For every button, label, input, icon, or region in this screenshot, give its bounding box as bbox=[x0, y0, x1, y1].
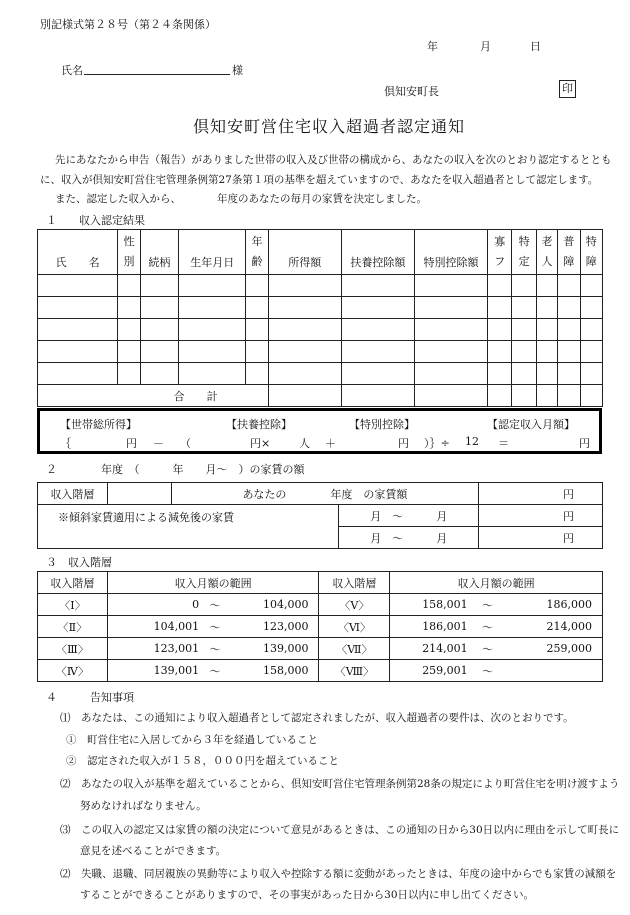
table-row bbox=[38, 341, 603, 363]
rent-table bbox=[37, 482, 603, 549]
reduced-month-1: 月 ～ 月 bbox=[339, 505, 479, 527]
sama-label: 様 bbox=[232, 64, 243, 77]
rent-yen: 円 bbox=[479, 483, 603, 505]
range-tilde: ～ bbox=[474, 616, 502, 638]
level-row bbox=[38, 594, 603, 616]
notice-1: ⑴ あなたは、この通知により収入超過者として認定されましたが、収入超過者の要件は、次のとおりです。 bbox=[60, 712, 574, 724]
calc-plus: ＋ bbox=[325, 437, 336, 450]
level-label: 〈Ⅴ〉 bbox=[319, 594, 390, 616]
level-label: 〈Ⅲ〉 bbox=[38, 638, 108, 660]
calc-open-brace: ｛ bbox=[60, 437, 71, 450]
date-day: 日 bbox=[530, 40, 541, 53]
section4-heading: ４ 告知事項 bbox=[46, 691, 134, 704]
intro-line-1: 先にあなたから申告（報告）がありました世帯の収入及び世帯の構成から、あなたの収入を次のとおり認定するととも bbox=[55, 154, 612, 166]
col-elderly: 老 人 bbox=[536, 230, 557, 275]
total-label: 合 計 bbox=[38, 385, 269, 407]
rent-label: あなたの 年度 の家賃額 bbox=[171, 483, 478, 505]
calc-twelve: 12 bbox=[465, 435, 479, 448]
level-label: 〈Ⅰ〉 bbox=[38, 594, 108, 616]
level-row bbox=[38, 638, 603, 660]
col-dependent: 扶養控除額 bbox=[341, 230, 414, 275]
calc-yen-1: 円 bbox=[126, 437, 137, 450]
table-row bbox=[38, 275, 603, 297]
range-from: 214,001 bbox=[390, 638, 474, 660]
range-header-right: 収入月額の範囲 bbox=[390, 572, 603, 594]
calc-total-income: 【世帯総所得】 bbox=[60, 418, 137, 431]
calc-open-paren: （ bbox=[180, 437, 191, 450]
table-row bbox=[38, 319, 603, 341]
range-from: 259,001 bbox=[390, 660, 474, 682]
name-label: 氏名 bbox=[61, 64, 83, 77]
notice-1b: ② 認定された収入が１５８，０００円を超えていること bbox=[66, 755, 339, 767]
calculation-box bbox=[37, 408, 602, 454]
seal-mark: 印 bbox=[559, 80, 576, 98]
notice-3a: ⑶ この収入の認定又は家賃の額の決定について意見があるときは、この通知の日から30日以内に理由を示して町長に bbox=[60, 824, 620, 836]
range-from: 158,001 bbox=[390, 594, 474, 616]
mayor-label: 倶知安町長 bbox=[384, 85, 439, 98]
range-to: 123,000 bbox=[225, 616, 319, 638]
table-row bbox=[38, 297, 603, 319]
level-label: 〈Ⅱ〉 bbox=[38, 616, 108, 638]
range-to: 139,000 bbox=[225, 638, 319, 660]
form-number: 別記様式第２８号（第２４条関係） bbox=[40, 18, 216, 31]
range-from: 123,001 bbox=[107, 638, 205, 660]
range-from: 104,001 bbox=[107, 616, 205, 638]
intro-line-2: に、収入が倶知安町営住宅管理条例第27条第１項の基準を超えていますので、あなたを収入超過者として認定します。 bbox=[40, 174, 599, 186]
range-tilde: ～ bbox=[474, 638, 502, 660]
reduced-yen-1: 円 bbox=[479, 505, 603, 527]
col-age: 年 齢 bbox=[246, 230, 268, 275]
range-tilde: ～ bbox=[474, 660, 502, 682]
level-header-right: 収入階層 bbox=[319, 572, 390, 594]
col-income: 所得額 bbox=[268, 230, 341, 275]
calc-special: 【特別控除】 bbox=[349, 418, 415, 431]
date-month: 月 bbox=[480, 40, 491, 53]
table-row bbox=[38, 363, 603, 385]
range-from: 186,001 bbox=[390, 616, 474, 638]
notice-1a: ① 町営住宅に入居してから３年を経過していること bbox=[66, 734, 318, 746]
col-tokutei: 特 定 bbox=[512, 230, 536, 275]
income-level-table bbox=[37, 571, 603, 682]
col-special: 特別控除額 bbox=[414, 230, 487, 275]
range-to bbox=[502, 660, 603, 682]
document-title: 倶知安町営住宅収入超過者認定通知 bbox=[193, 117, 466, 136]
range-to: 259,000 bbox=[502, 638, 603, 660]
range-to: 186,000 bbox=[502, 594, 603, 616]
level-row bbox=[38, 660, 603, 682]
income-table bbox=[37, 229, 603, 407]
col-birth: 生年月日 bbox=[179, 230, 246, 275]
range-to: 214,000 bbox=[502, 616, 603, 638]
calc-yen-2: 円 bbox=[398, 437, 409, 450]
range-from: 0 bbox=[107, 594, 205, 616]
range-tilde: ～ bbox=[474, 594, 502, 616]
section2-heading: ２ 年度 （ 年 月～ ）の家賃の額 bbox=[46, 463, 305, 476]
name-underline bbox=[84, 74, 230, 75]
calc-dependent: 【扶養控除】 bbox=[226, 418, 292, 431]
range-to: 158,000 bbox=[225, 660, 319, 682]
col-widow: 寡 フ bbox=[488, 230, 512, 275]
section1-heading: １ 収入認定結果 bbox=[46, 214, 145, 227]
level-label: 〈Ⅳ〉 bbox=[38, 660, 108, 682]
notice-2a: ⑵ あなたの収入が基準を超えていることから、倶知安町営住宅管理条例第28条の規定により町営住宅を明け渡すよう bbox=[60, 778, 620, 790]
range-tilde: ～ bbox=[205, 660, 225, 682]
calc-person: 人 bbox=[299, 437, 310, 450]
calc-yen-3: 円 bbox=[579, 437, 590, 450]
col-disabled: 普 障 bbox=[558, 230, 580, 275]
intro-line-3a: また、認定した収入から、 bbox=[55, 193, 181, 205]
level-header-left: 収入階層 bbox=[38, 572, 108, 594]
col-name: 氏 名 bbox=[38, 230, 118, 275]
calc-minus: － bbox=[153, 437, 164, 450]
calc-close: ）｝÷ bbox=[424, 437, 450, 450]
col-special-disabled: 特 障 bbox=[580, 230, 602, 275]
range-tilde: ～ bbox=[205, 616, 225, 638]
range-header-left: 収入月額の範囲 bbox=[107, 572, 319, 594]
calc-yen-times: 円× bbox=[250, 437, 271, 450]
reduced-month-2: 月 ～ 月 bbox=[339, 527, 479, 549]
reduced-rent-label: ※傾斜家賃適用による減免後の家賃 bbox=[38, 505, 339, 549]
calc-monthly: 【認定収入月額】 bbox=[487, 418, 575, 431]
reduced-yen-2: 円 bbox=[479, 527, 603, 549]
date-year: 年 bbox=[427, 40, 438, 53]
notice-4a: ⑵ 失職、退職、同居親族の異動等により収入や控除する額に変動があったときは、年度の途中からでも家賃の減額を bbox=[60, 868, 617, 880]
section3-heading: ３ 収入階層 bbox=[46, 556, 112, 569]
notice-4b: することができることがありますので、その事実があった日から30日以内に申し出てください。 bbox=[80, 889, 535, 901]
calc-equals: ＝ bbox=[498, 437, 509, 450]
level-label: 〈Ⅷ〉 bbox=[319, 660, 390, 682]
notice-3b: 意見を述べることができます。 bbox=[80, 845, 227, 857]
range-to: 104,000 bbox=[225, 594, 319, 616]
col-relation: 続柄 bbox=[140, 230, 179, 275]
notice-2b: 努めなければなりません。 bbox=[80, 800, 207, 812]
range-tilde: ～ bbox=[205, 638, 225, 660]
rent-col-level: 収入階層 bbox=[38, 483, 108, 505]
level-label: 〈Ⅵ〉 bbox=[319, 616, 390, 638]
level-row bbox=[38, 616, 603, 638]
range-from: 139,001 bbox=[107, 660, 205, 682]
level-label: 〈Ⅶ〉 bbox=[319, 638, 390, 660]
intro-line-3b: 年度のあなたの毎月の家賃を決定しました。 bbox=[217, 193, 427, 205]
total-row bbox=[38, 385, 603, 407]
range-tilde: ～ bbox=[205, 594, 225, 616]
col-sex: 性 別 bbox=[118, 230, 140, 275]
